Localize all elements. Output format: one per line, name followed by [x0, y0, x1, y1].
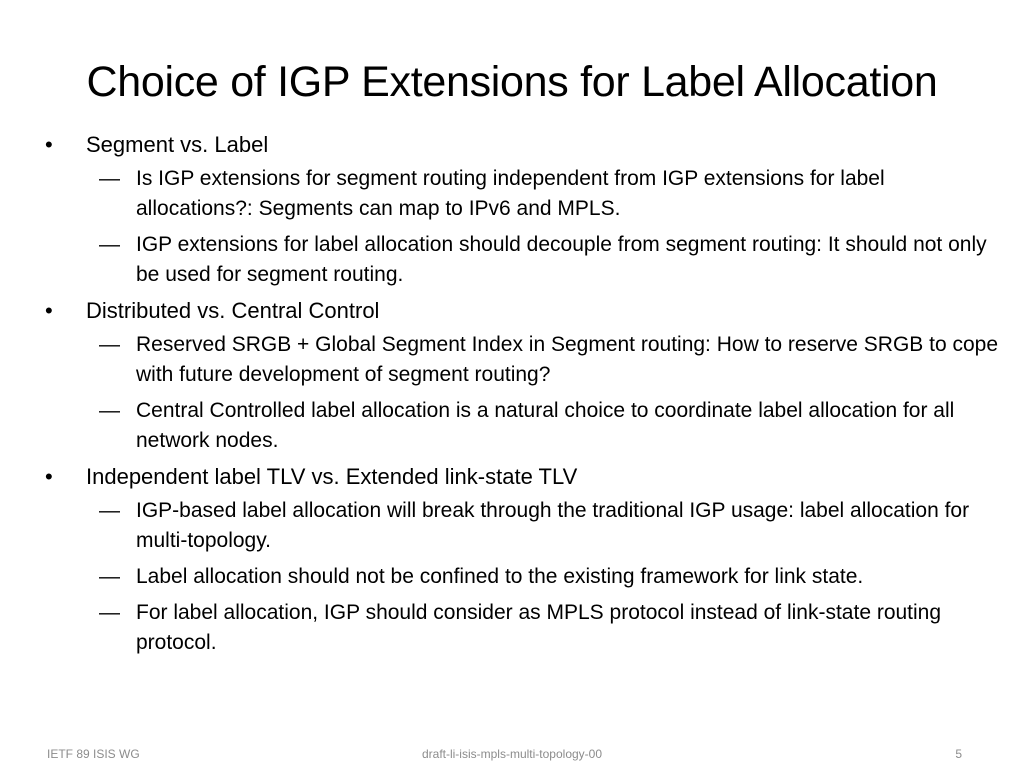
dash-icon: — [99, 601, 120, 624]
dash-icon: — [99, 399, 120, 422]
sub-bullet-text: Reserved SRGB + Global Segment Index in Segment routing: How to reserve SRGB to cope with future development of segment routing? [136, 333, 999, 386]
bullet-icon: • [45, 464, 53, 489]
dash-icon: — [99, 233, 120, 256]
sub-bullet-text: For label allocation, IGP should consider as MPLS protocol instead of link-state routing protocol. [136, 601, 942, 654]
dash-icon: — [99, 499, 120, 522]
sub-bullet [95, 330, 1000, 390]
sub-bullet [95, 562, 1000, 592]
sub-bullet [95, 396, 1000, 456]
footer-left: IETF 89 ISIS WG [47, 747, 140, 761]
sub-bullet [95, 164, 1000, 224]
bullet-segment-vs-label [45, 130, 1000, 160]
bullet-independent-label-tlv [45, 462, 1000, 492]
footer-center: draft-li-isis-mpls-multi-topology-00 [421, 747, 603, 761]
bullet-heading: Segment vs. Label [86, 132, 269, 157]
bullet-heading: Independent label TLV vs. Extended link-state TLV [86, 464, 578, 489]
bullet-icon: • [45, 298, 53, 323]
sub-bullet [95, 496, 1000, 556]
bullet-distributed-vs-central [45, 296, 1000, 326]
sub-bullet-text: Label allocation should not be confined to the existing framework for link state. [136, 565, 864, 588]
bullet-icon: • [45, 132, 53, 157]
sub-bullet [95, 230, 1000, 290]
sub-bullet-text: IGP-based label allocation will break through the traditional IGP usage: label allocation for multi-topology. [136, 499, 970, 552]
dash-icon: — [99, 167, 120, 190]
sub-bullet-text: Central Controlled label allocation is a natural choice to coordinate label allocation for all network nodes. [136, 399, 955, 452]
slide-body [45, 130, 1000, 664]
sub-bullet [95, 598, 1000, 658]
dash-icon: — [99, 333, 120, 356]
slide-title: Choice of IGP Extensions for Label Allocation [86, 58, 938, 106]
sub-bullet-text: Is IGP extensions for segment routing independent from IGP extensions for label allocations?: Segments can map to IPv6 and MPLS. [136, 167, 885, 220]
sub-bullet-text: IGP extensions for label allocation should decouple from segment routing: It should not only be used for segment routing. [136, 233, 987, 286]
bullet-heading: Distributed vs. Central Control [86, 298, 380, 323]
dash-icon: — [99, 565, 120, 588]
page-number: 5 [955, 747, 962, 761]
